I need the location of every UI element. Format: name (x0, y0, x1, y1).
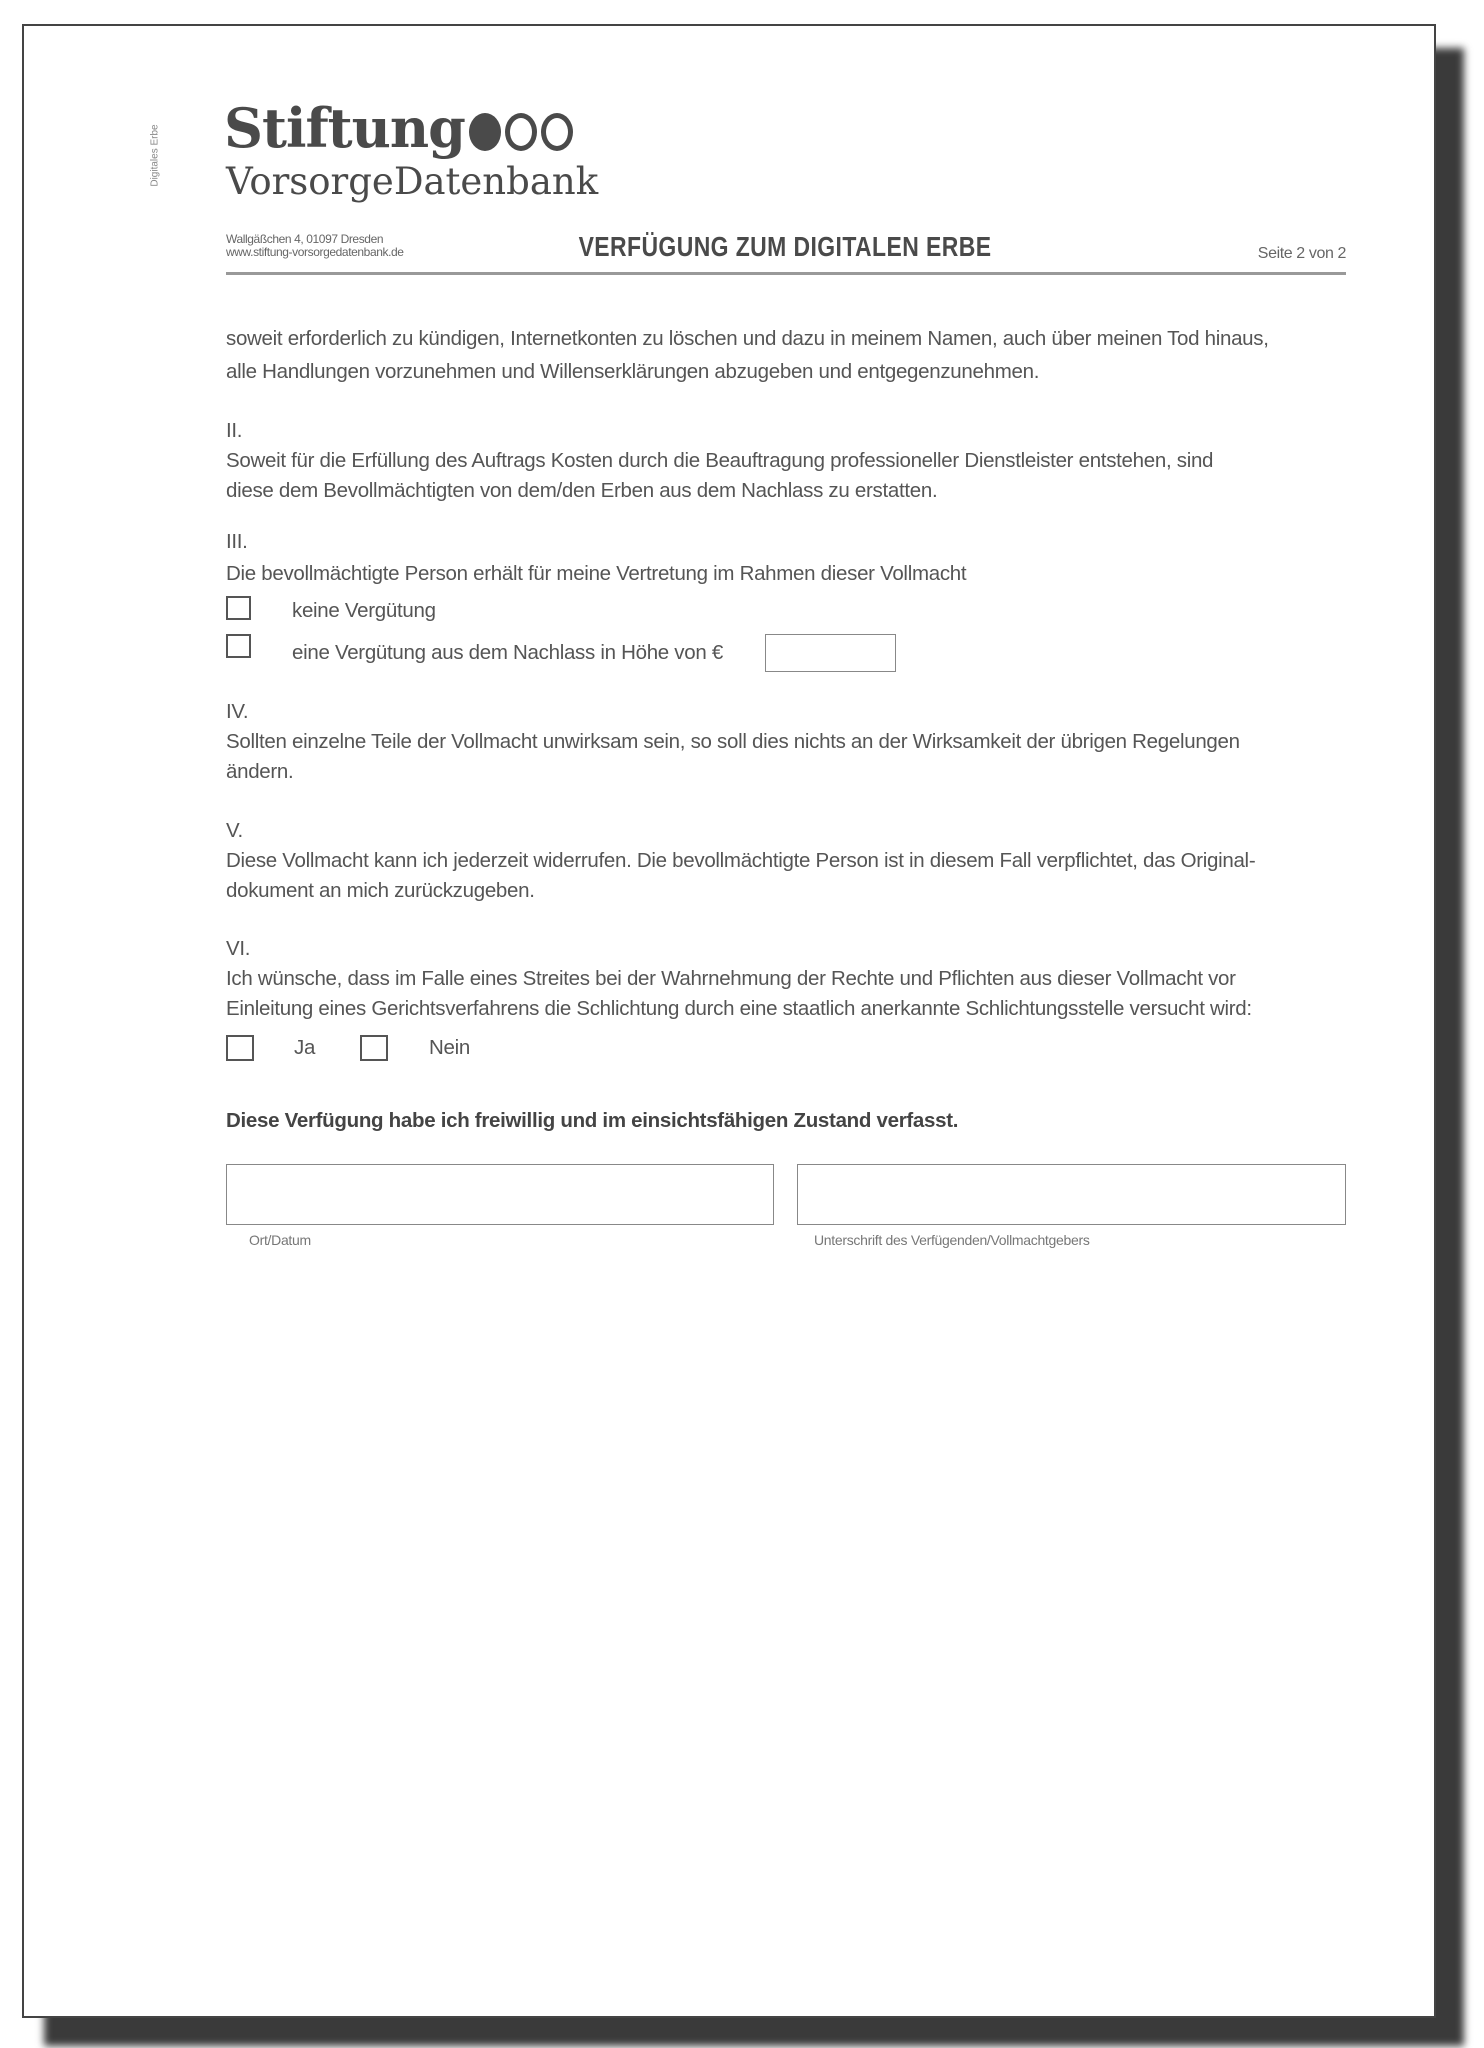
section-2 (226, 416, 1356, 506)
signature-label: Unterschrift des Verfügenden/Vollmachtgebers (814, 1232, 1090, 1248)
label-yes: Ja (294, 1036, 316, 1059)
place-date-field[interactable] (226, 1164, 774, 1225)
signature-field[interactable] (797, 1164, 1346, 1225)
option-no-compensation: keine Vergütung (292, 599, 436, 622)
checkbox-compensation[interactable] (226, 634, 251, 658)
section-number: III. (226, 530, 248, 553)
text-line: alle Handlungen vorzunehmen und Willenserklärungen abzugeben und entgegenzunehmen. (226, 360, 1040, 383)
logo-text: Stiftung (224, 96, 465, 160)
logo-dot-icon (505, 113, 537, 151)
text-line: soweit erforderlich zu kündigen, Internetkonten zu löschen und dazu in meinem Namen, auch über meinen Tod hinaus, (226, 327, 1269, 350)
text-line: Diese Vollmacht kann ich jederzeit widerrufen. Die bevollmächtigte Person ist in diesem Fall verpflichtet, das Original- (226, 849, 1256, 872)
option-compensation: eine Vergütung aus dem Nachlass in Höhe von € (292, 641, 723, 664)
compensation-amount-input[interactable] (765, 634, 896, 672)
checkbox-no-compensation[interactable] (226, 596, 251, 620)
section-6 (226, 934, 1356, 1024)
logo-dot-filled-icon (469, 113, 501, 151)
logo-dot-icon (541, 113, 573, 151)
text-line: diese dem Bevollmächtigten von dem/den Erben aus dem Nachlass zu erstatten. (226, 479, 938, 502)
document-title: VERFÜGUNG ZUM DIGITALEN ERBE (578, 231, 992, 262)
checkbox-yes[interactable] (226, 1035, 254, 1061)
section-3 (226, 527, 1356, 589)
intro-paragraph (226, 324, 1356, 387)
label-no: Nein (429, 1036, 470, 1059)
page-number: Seite 2 von 2 (1257, 245, 1346, 262)
side-label: Digitales Erbe (149, 124, 161, 187)
section-number: IV. (226, 700, 249, 723)
section-number: VI. (226, 937, 251, 960)
text-line: Einleitung eines Gerichtsverfahrens die Schlichtung durch eine staatlich anerkannte Schlichtungsstelle versucht wird: (226, 997, 1252, 1020)
text-line: dokument an mich zurückzugeben. (226, 879, 535, 902)
text-line: Ich wünsche, dass im Falle eines Streites bei der Wahrnehmung der Rechte und Pflichten aus dieser Vollmacht vor (226, 967, 1236, 990)
section-4 (226, 697, 1356, 787)
section-5 (226, 816, 1356, 906)
checkbox-no[interactable] (360, 1035, 388, 1061)
website: www.stiftung-vorsorgedatenbank.de (226, 245, 404, 259)
text-line: Die bevollmächtigte Person erhält für meine Vertretung im Rahmen dieser Vollmacht (226, 562, 967, 585)
logo-subtitle: VorsorgeDatenbank (226, 160, 599, 203)
logo (224, 96, 573, 160)
text-line: ändern. (226, 760, 294, 783)
section-number: II. (226, 419, 243, 442)
section-number: V. (226, 819, 243, 842)
text-line: Soweit für die Erfüllung des Auftrags Kosten durch die Beauftragung professioneller Dienstleister entstehen, sind (226, 449, 1214, 472)
header-rule (226, 272, 1346, 275)
text-line: Sollten einzelne Teile der Vollmacht unwirksam sein, so soll dies nichts an der Wirksamkeit der übrigen Regelungen (226, 730, 1240, 753)
declaration: Diese Verfügung habe ich freiwillig und im einsichtsfähigen Zustand verfasst. (226, 1109, 959, 1132)
address-line: Wallgäßchen 4, 01097 Dresden (226, 232, 384, 246)
place-date-label: Ort/Datum (249, 1232, 311, 1248)
